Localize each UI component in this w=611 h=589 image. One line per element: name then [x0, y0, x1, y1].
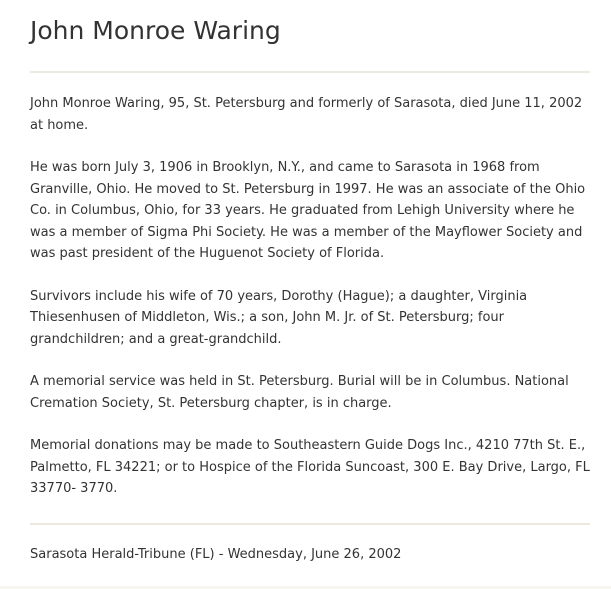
- paragraph-donations: Memorial donations may be made to Southeastern Guide Dogs Inc., 4210 77th St. E., Palmetto, FL 34221; or to Hospice of the Florida Suncoast, 300 E. Bay Drive, Largo, FL 33770- 3770.: [30, 438, 590, 496]
- page-title: John Monroe Waring: [30, 16, 281, 45]
- bottom-divider: [30, 523, 590, 525]
- paragraph-services: A memorial service was held in St. Petersburg. Burial will be in Columbus. National Cremation Society, St. Petersburg chapter, is in charge.: [30, 374, 569, 411]
- top-divider: [30, 71, 590, 73]
- source-citation: Sarasota Herald-Tribune (FL) - Wednesday, June 26, 2002: [30, 547, 402, 562]
- paragraph-death-notice: John Monroe Waring, 95, St. Petersburg and formerly of Sarasota, died June 11, 2002 at home.: [30, 96, 583, 133]
- paragraph-survivors: Survivors include his wife of 70 years, Dorothy (Hague); a daughter, Virginia Thiesenhusen of Middleton, Wis.; a son, John M. Jr. of St. Petersburg; four grandchildren; and a great-grandchild.: [30, 288, 528, 347]
- paragraph-biography: He was born July 3, 1906 in Brooklyn, N.Y., and came to Sarasota in 1968 from Granville, Ohio. He moved to St. Petersburg in 1997. He was an associate of the Ohio Co. in Columbus, Ohio, for 33 years. He graduated from Lehigh University where he was a member of Sigma Phi Society. He was a member of the Mayflower Society and was past president of the Huguenot Society of Florida.: [30, 160, 586, 261]
- obituary-body: [30, 93, 590, 521]
